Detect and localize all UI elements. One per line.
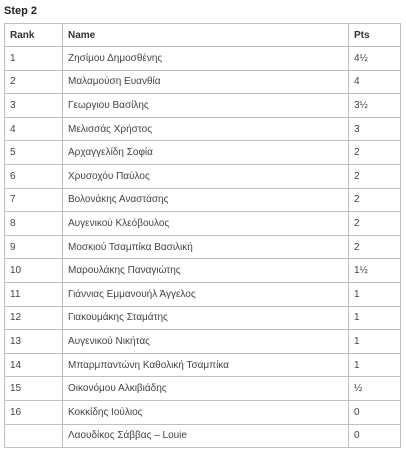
name-cell: Χρυσοχόυ Παύλος: [63, 164, 349, 188]
rank-cell: 6: [5, 164, 63, 188]
name-cell: Αυγενικού Νικήτας: [63, 330, 349, 354]
pts-cell: 3: [349, 117, 401, 141]
name-cell: Βολονάκης Αναστάσης: [63, 188, 349, 212]
standings-table: [4, 23, 401, 448]
rank-cell: 1: [5, 47, 63, 71]
table-row: [5, 117, 401, 141]
rank-cell: 9: [5, 235, 63, 259]
pts-cell: 1: [349, 282, 401, 306]
table-row: [5, 306, 401, 330]
name-cell: Μαρουλάκης Παναγιώτης: [63, 259, 349, 283]
table-row: [5, 259, 401, 283]
rank-cell: 8: [5, 212, 63, 236]
table-row: [5, 424, 401, 448]
pts-cell: 0: [349, 424, 401, 448]
table-row: [5, 377, 401, 401]
rank-column-header: Rank: [5, 24, 63, 47]
table-row: [5, 235, 401, 259]
rank-cell: 4: [5, 117, 63, 141]
name-cell: Μπαρμπαντώνη Καθολική Τσαμπίκα: [63, 353, 349, 377]
pts-cell: 1: [349, 353, 401, 377]
rank-cell: 7: [5, 188, 63, 212]
pts-cell: 4: [349, 70, 401, 94]
rank-cell: 5: [5, 141, 63, 165]
table-row: [5, 212, 401, 236]
name-cell: Λαουδίκος Σάββας – Louie: [63, 424, 349, 448]
pts-cell: 1: [349, 306, 401, 330]
name-column-header: Name: [63, 24, 349, 47]
pts-cell: 2: [349, 235, 401, 259]
rank-cell: 12: [5, 306, 63, 330]
table-row: [5, 141, 401, 165]
rank-cell: 10: [5, 259, 63, 283]
table-row: [5, 47, 401, 71]
name-cell: Γεωργιου Βασίλης: [63, 94, 349, 118]
table-row: [5, 282, 401, 306]
pts-cell: 3½: [349, 94, 401, 118]
rank-cell: 15: [5, 377, 63, 401]
pts-cell: 2: [349, 212, 401, 236]
name-cell: Αρχαγγελίδη Σοφία: [63, 141, 349, 165]
pts-cell: 4½: [349, 47, 401, 71]
pts-cell: 0: [349, 400, 401, 424]
name-cell: Ζησίμου Δημοσθένης: [63, 47, 349, 71]
name-cell: Μοσκιού Τσαμπίκα Βασιλική: [63, 235, 349, 259]
name-cell: Γιάννιας Εμμανουήλ Άγγελος: [63, 282, 349, 306]
pts-cell: ½: [349, 377, 401, 401]
rank-cell: 13: [5, 330, 63, 354]
name-cell: Αυγενικού Κλεόβουλος: [63, 212, 349, 236]
rank-cell: 14: [5, 353, 63, 377]
table-row: [5, 400, 401, 424]
pts-cell: 2: [349, 164, 401, 188]
pts-column-header: Pts: [349, 24, 401, 47]
table-row: [5, 353, 401, 377]
name-cell: Μαλαμούση Ευανθία: [63, 70, 349, 94]
name-cell: Οικονόμου Αλκιβιάδης: [63, 377, 349, 401]
pts-cell: 2: [349, 141, 401, 165]
table-row: [5, 70, 401, 94]
table-row: [5, 164, 401, 188]
name-cell: Γιακουμάκης Σταμάτης: [63, 306, 349, 330]
table-row: [5, 330, 401, 354]
rank-cell: [5, 424, 63, 448]
pts-cell: 1½: [349, 259, 401, 283]
name-cell: Μελισσάς Χρήστος: [63, 117, 349, 141]
step-title: Step 2: [4, 5, 38, 17]
header-row: [5, 24, 401, 47]
standings-body: [5, 47, 401, 448]
rank-cell: 16: [5, 400, 63, 424]
name-cell: Κοκκίδης Ιούλιος: [63, 400, 349, 424]
pts-cell: 2: [349, 188, 401, 212]
pts-cell: 1: [349, 330, 401, 354]
table-row: [5, 94, 401, 118]
rank-cell: 11: [5, 282, 63, 306]
table-row: [5, 188, 401, 212]
rank-cell: 2: [5, 70, 63, 94]
rank-cell: 3: [5, 94, 63, 118]
standings-header: [5, 24, 401, 47]
